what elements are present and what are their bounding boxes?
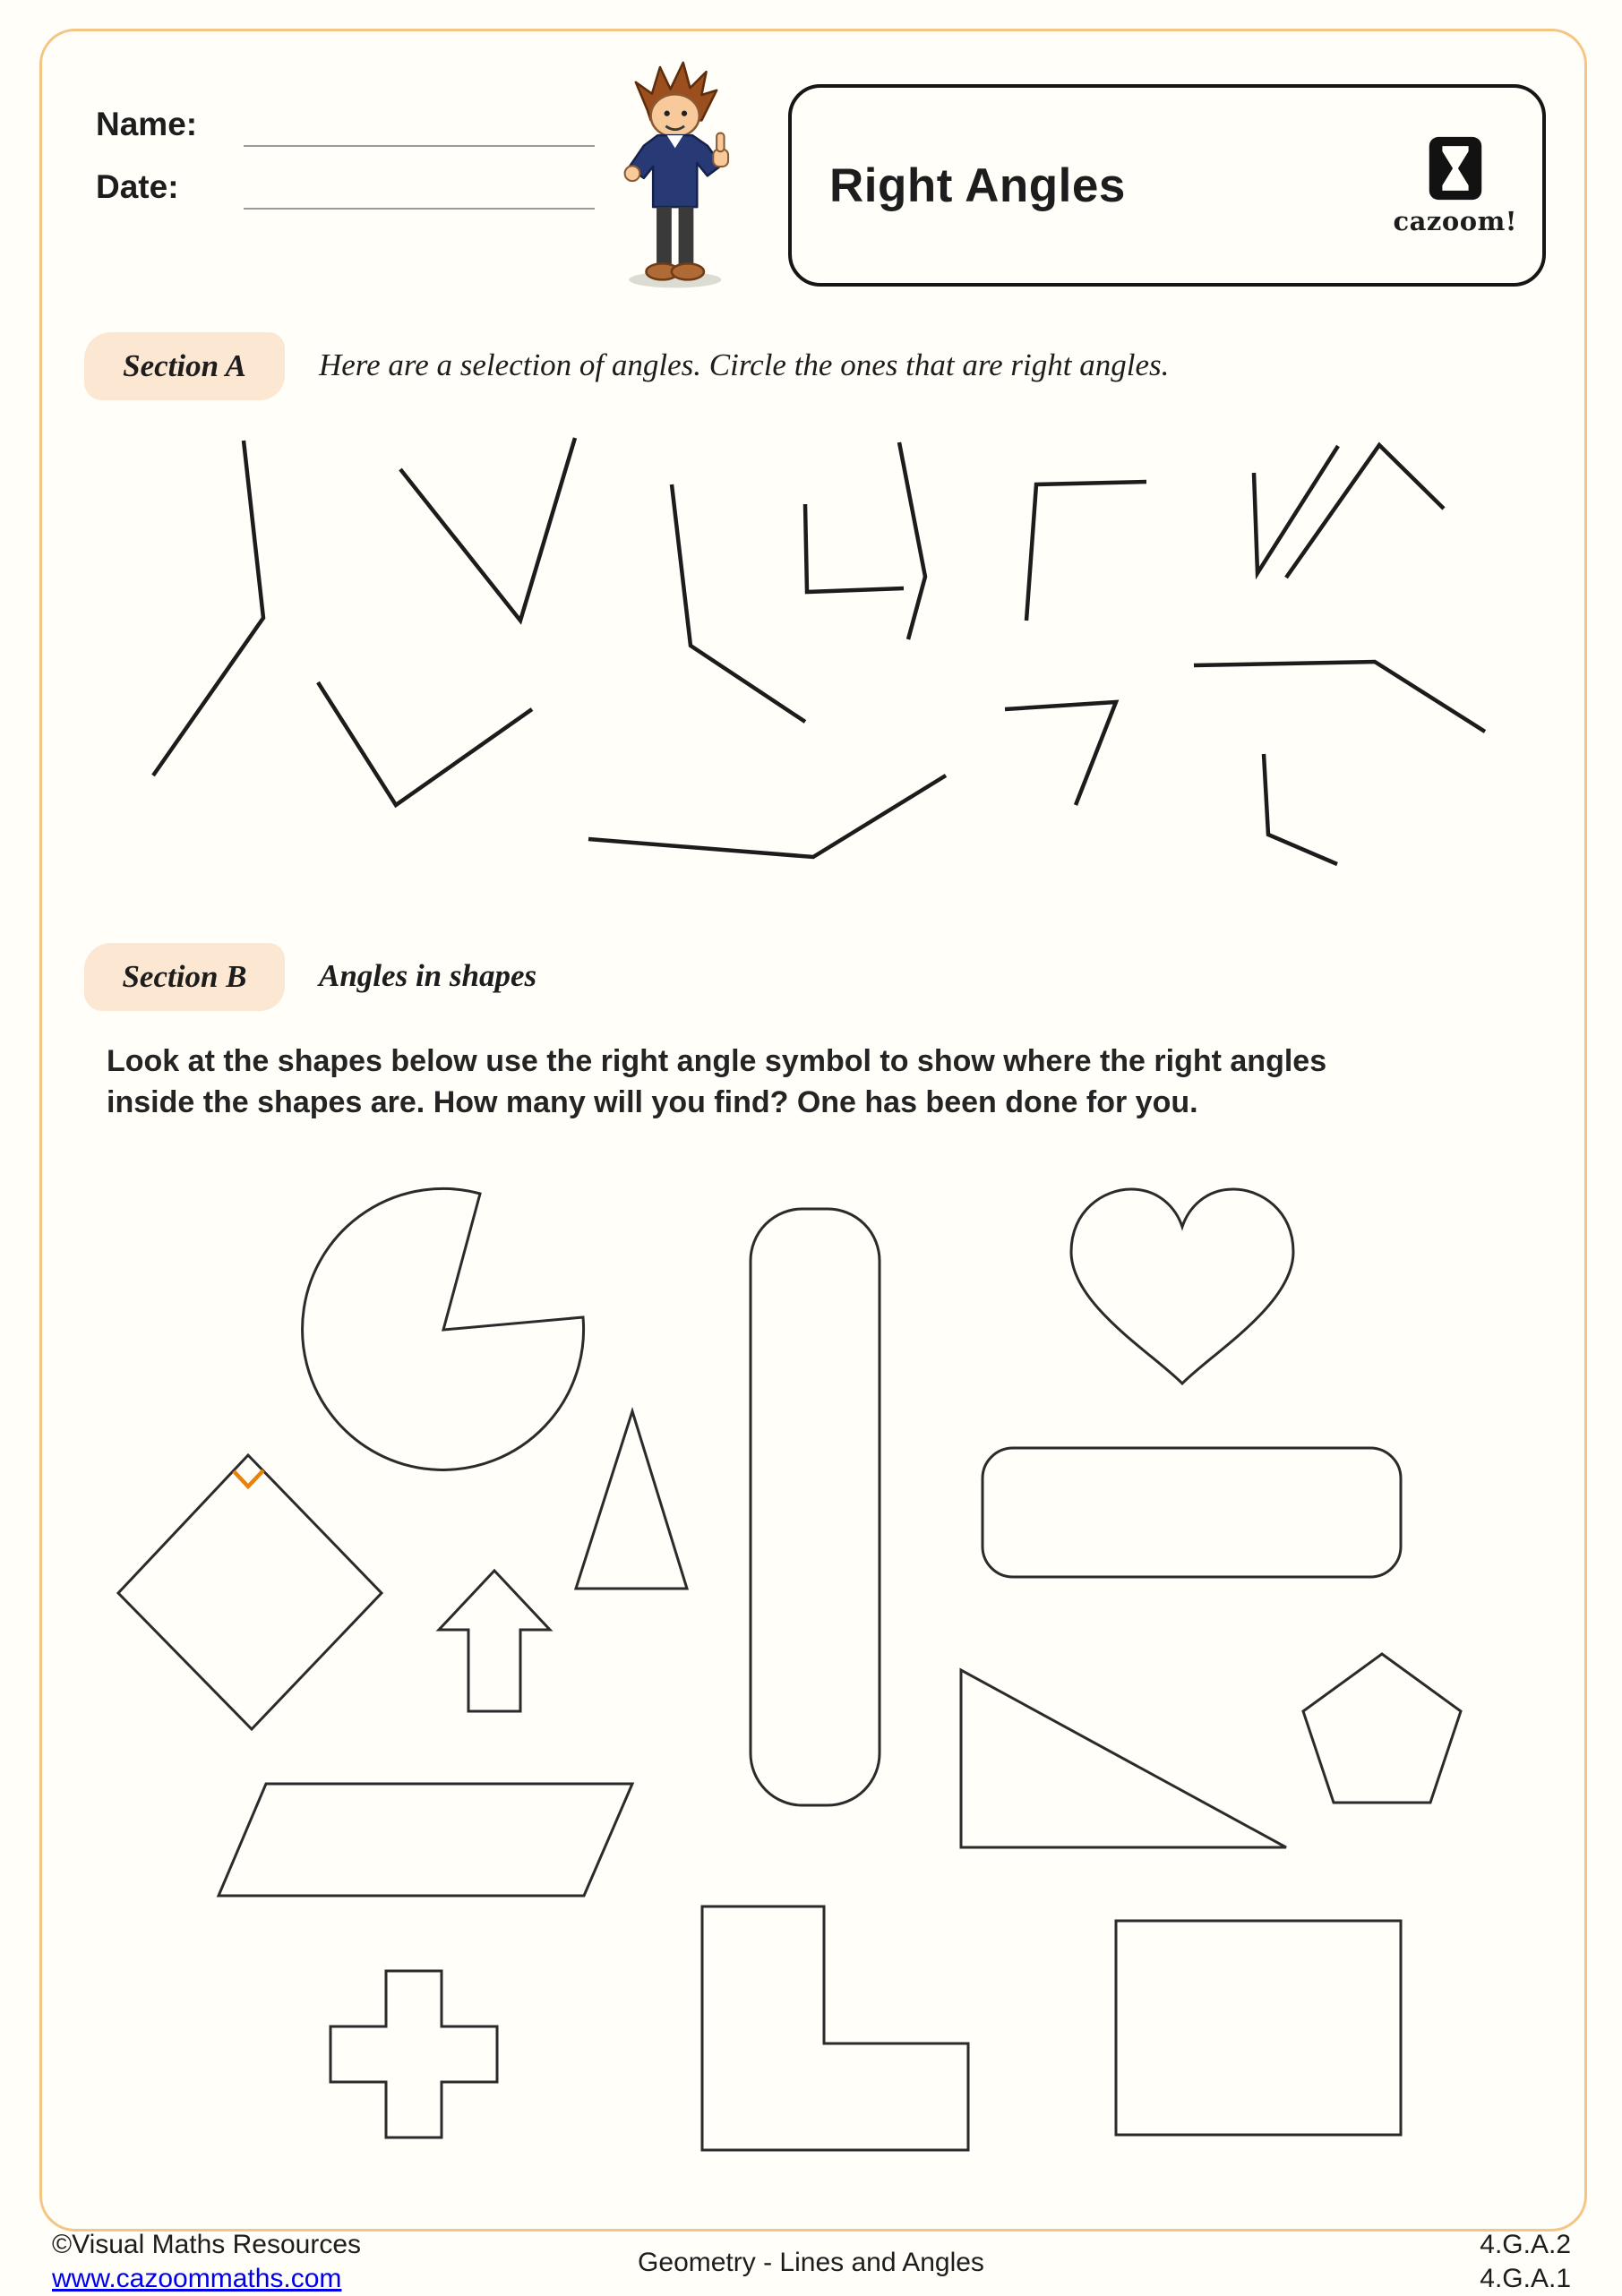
footer-category: Geometry - Lines and Angles bbox=[638, 2248, 984, 2277]
section-a-instruction: Here are a selection of angles. Circle the ones that are right angles. bbox=[319, 347, 1170, 382]
worksheet-title: Right Angles bbox=[829, 158, 1126, 212]
boy-eye-left bbox=[665, 111, 670, 116]
cazoom-logo bbox=[1393, 134, 1517, 236]
footer-standards bbox=[1480, 2228, 1571, 2296]
angle-1 bbox=[153, 441, 263, 775]
angle-10 bbox=[588, 775, 946, 857]
angle-3 bbox=[672, 484, 805, 722]
angle-9 bbox=[318, 682, 532, 805]
angle-13 bbox=[1264, 754, 1337, 864]
standard-code-2: 4.G.A.1 bbox=[1480, 2264, 1571, 2293]
shape-rotated-square bbox=[118, 1455, 382, 1729]
hourglass-icon bbox=[1426, 134, 1485, 202]
thumbs-up-thumb bbox=[717, 133, 724, 152]
section-b-instruction-line2: inside the shapes are. How many will you find? One has been done for you. bbox=[107, 1085, 1198, 1119]
boy-leg-right bbox=[679, 207, 694, 267]
shape-l-shape bbox=[702, 1906, 968, 2150]
name-entry-line bbox=[244, 143, 595, 147]
date-entry-line bbox=[244, 206, 595, 210]
shape-rectangle bbox=[1116, 1921, 1401, 2135]
shape-isosceles-triangle bbox=[576, 1411, 687, 1589]
boy-shoe-right bbox=[672, 263, 704, 279]
section-b-subtitle: Angles in shapes bbox=[319, 958, 537, 993]
shape-pac-man-circle-sector bbox=[303, 1188, 584, 1469]
shape-heart bbox=[1071, 1189, 1293, 1384]
angle-8 bbox=[1286, 445, 1444, 578]
shape-pentagon bbox=[1303, 1654, 1461, 1803]
shape-right-triangle bbox=[961, 1670, 1286, 1847]
name-label: Name: bbox=[96, 106, 198, 142]
shape-up-arrow bbox=[439, 1571, 550, 1711]
standard-code-1: 4.G.A.2 bbox=[1480, 2230, 1571, 2259]
section-b-label: Section B bbox=[84, 943, 285, 1011]
angle-5 bbox=[899, 442, 925, 639]
cartoon-boy-illustration bbox=[613, 59, 740, 290]
section-a-label: Section A bbox=[84, 332, 285, 400]
shape-tall-rounded-rectangle bbox=[751, 1209, 880, 1805]
shape-plus-cross bbox=[330, 1971, 497, 2138]
shape-wide-rounded-rectangle bbox=[983, 1448, 1401, 1577]
section-b-shapes bbox=[0, 1173, 1622, 2167]
website-link[interactable]: www.cazoommaths.com bbox=[52, 2264, 342, 2293]
section-b-instruction-line1: Look at the shapes below use the right angle symbol to show where the right angles bbox=[107, 1044, 1327, 1078]
boy-leg-left bbox=[657, 207, 672, 267]
boy-left-hand bbox=[625, 166, 640, 181]
angle-7 bbox=[1254, 446, 1338, 573]
cazoom-logo-text: cazoom! bbox=[1393, 206, 1517, 236]
shape-parallelogram bbox=[219, 1784, 632, 1896]
title-box bbox=[788, 84, 1546, 287]
date-label: Date: bbox=[96, 168, 179, 205]
section-a-angles bbox=[0, 430, 1622, 895]
angle-12 bbox=[1194, 662, 1485, 732]
boy-eye-right bbox=[682, 111, 687, 116]
angle-6-right-angle bbox=[1026, 482, 1146, 621]
angle-11 bbox=[1005, 702, 1116, 805]
angle-2 bbox=[400, 438, 575, 621]
copyright-text: ©Visual Maths Resources bbox=[52, 2230, 362, 2259]
angle-4-right-angle bbox=[805, 504, 904, 592]
